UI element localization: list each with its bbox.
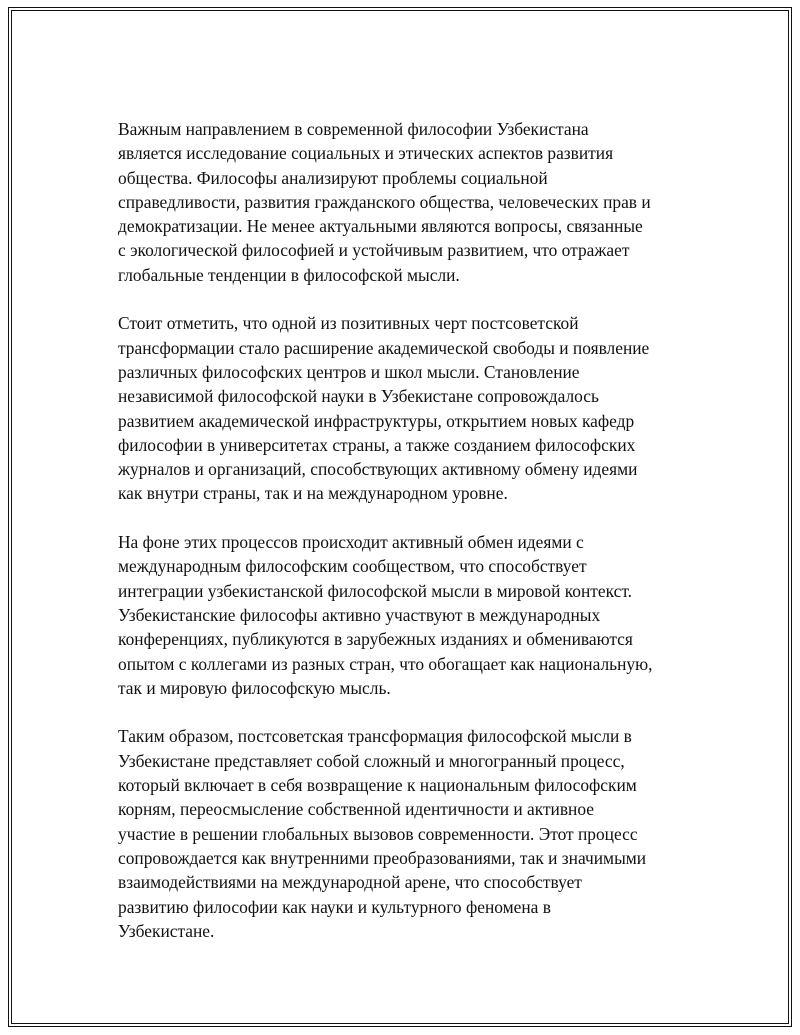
text-line: независимой философской науки в Узбекистане сопровождалось: [118, 386, 599, 407]
text-line: интеграции узбекистанской философской мысли в мировой контекст.: [118, 580, 632, 601]
text-line: общества. Философы анализируют проблемы социальной: [118, 167, 548, 188]
paragraph-4: [118, 724, 698, 943]
text-line: На фоне этих процессов происходит активный обмен идеями с: [118, 532, 584, 553]
text-line: корням, переосмысление собственной идентичности и активное: [118, 799, 594, 820]
text-line: который включает в себя возвращение к национальным философским: [118, 775, 637, 796]
document-body: [118, 117, 698, 967]
text-line: Узбекистанские философы активно участвуют в международных: [118, 604, 601, 625]
text-line: различных философских центров и школ мысли. Становление: [118, 361, 580, 382]
text-line: справедливости, развития гражданского общества, человеческих прав и: [118, 191, 651, 212]
text-line: опытом с коллегами из разных стран, что обогащает как национальную,: [118, 653, 653, 674]
text-line: Важным направлением в современной философии Узбекистана: [118, 119, 589, 139]
text-line: трансформации стало расширение академической свободы и появление: [118, 337, 650, 358]
text-line: взаимодействиями на международной арене, что способствует: [118, 872, 582, 893]
text-line: конференциях, публикуются в зарубежных изданиях и обмениваются: [118, 629, 633, 650]
text-line: глобальные тенденции в философской мысли.: [118, 264, 460, 285]
text-line: Таким образом, постсоветская трансформация философской мысли в: [118, 726, 632, 747]
paragraph-3: [118, 530, 698, 700]
text-line: международным философским сообществом, что способствует: [118, 556, 587, 577]
paragraph-1: [118, 117, 698, 287]
text-line: сопровождается как внутренними преобразованиями, так и значимыми: [118, 847, 647, 868]
text-line: участие в решении глобальных вызовов современности. Этот процесс: [118, 823, 638, 844]
text-line: как внутри страны, так и на международном уровне.: [118, 483, 508, 504]
text-line: Узбекистане представляет собой сложный и многогранный процесс,: [118, 750, 625, 771]
text-line: Узбекистане.: [118, 920, 215, 941]
text-line: развитию философии как науки и культурного феномена в: [118, 896, 551, 917]
text-line: с экологической философией и устойчивым развитием, что отражает: [118, 240, 630, 261]
text-line: журналов и организаций, способствующих активному обмену идеями: [118, 459, 638, 480]
text-line: философии в университетах страны, а также созданием философских: [118, 434, 636, 455]
text-line: развитием академической инфраструктуры, открытием новых кафедр: [118, 410, 635, 431]
text-line: Стоит отметить, что одной из позитивных черт постсоветской: [118, 313, 579, 334]
text-line: демократизации. Не менее актуальными являются вопросы, связанные: [118, 216, 643, 237]
text-line: так и мировую философскую мысль.: [118, 677, 391, 698]
text-line: является исследование социальных и этических аспектов развития: [118, 143, 614, 164]
paragraph-2: [118, 311, 698, 505]
